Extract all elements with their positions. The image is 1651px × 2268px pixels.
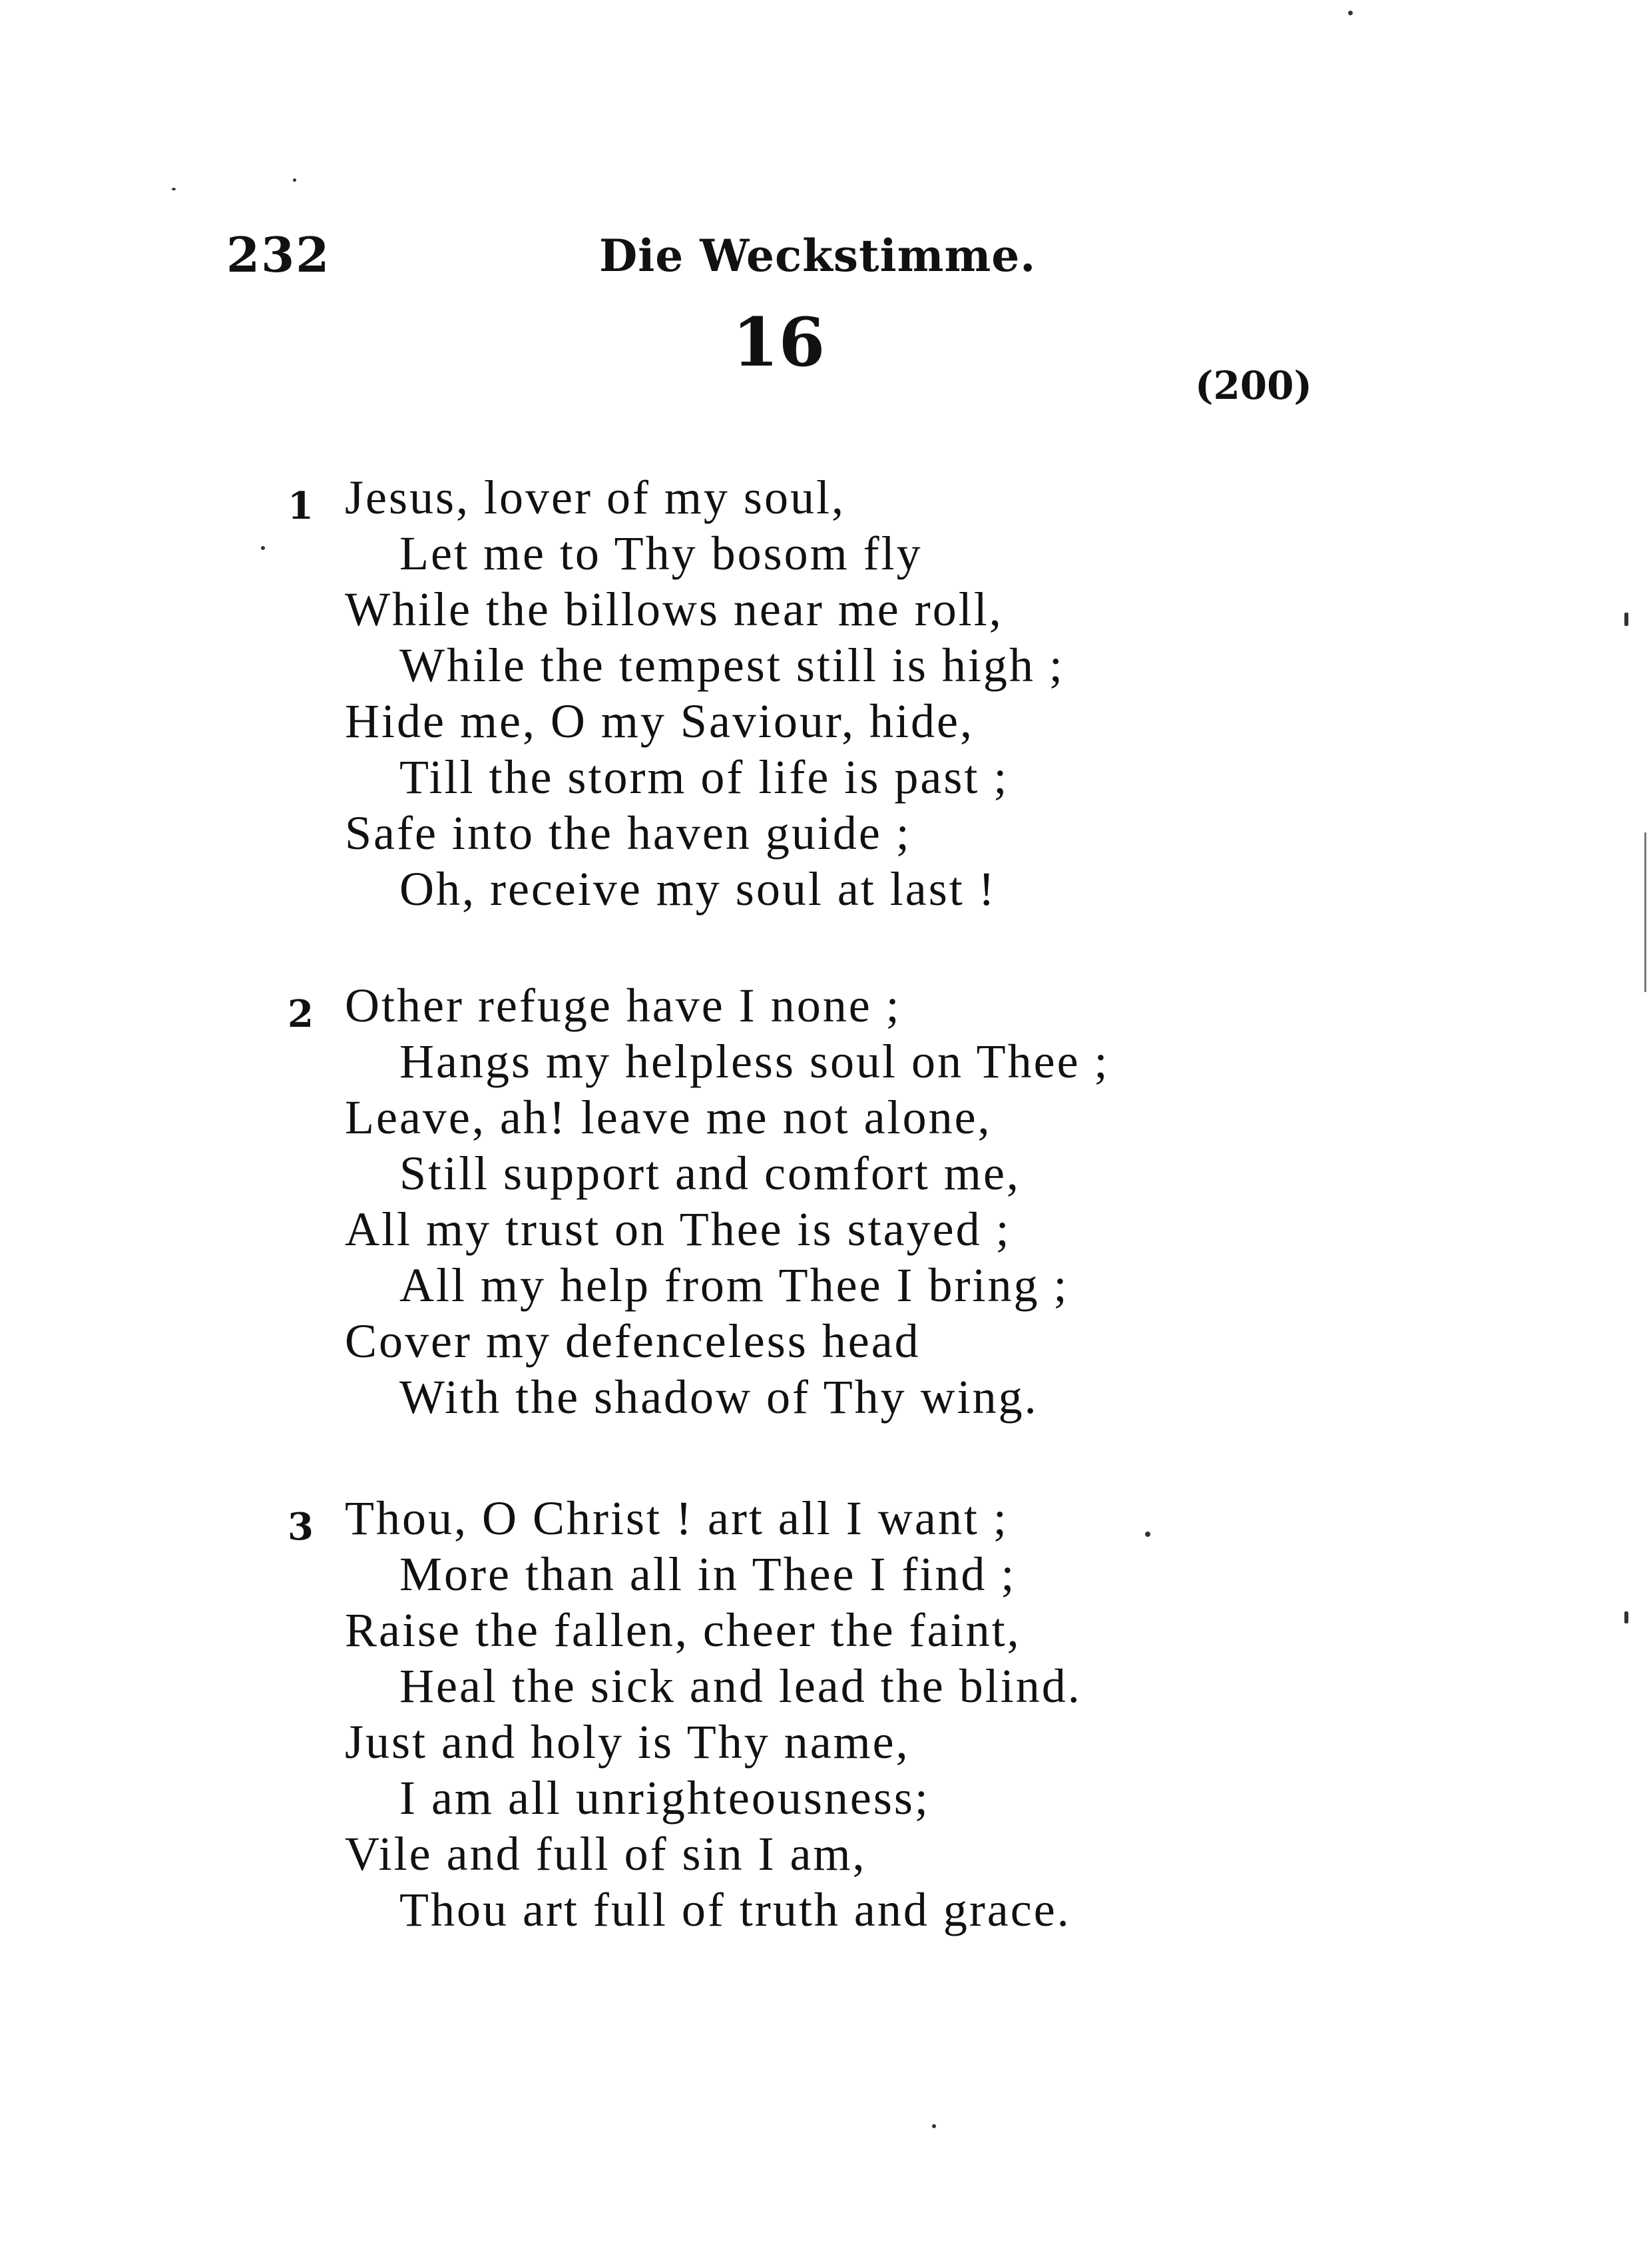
verse-line: All my trust on Thee is stayed ; <box>345 1203 1011 1256</box>
verse-line: More than all in Thee I find ; <box>399 1548 1017 1601</box>
verse-line: All my help from Thee I bring ; <box>399 1259 1069 1312</box>
verse-line: Hangs my helpless soul on Thee ; <box>399 1035 1110 1088</box>
verse-line: Cover my defenceless head <box>345 1314 921 1368</box>
stanza-number: 2 <box>288 992 314 1036</box>
verse-line: Just and holy is Thy name, <box>345 1715 910 1769</box>
stanza-number: 1 <box>288 484 314 528</box>
verse-line: Hide me, O my Saviour, hide, <box>345 695 974 748</box>
scan-speck <box>261 546 265 550</box>
scan-speck <box>1624 613 1628 626</box>
page-number: 232 <box>226 226 331 283</box>
verse-line: Heal the sick and lead the blind. <box>399 1659 1082 1713</box>
stanza-number: 3 <box>288 1505 314 1549</box>
scan-speck <box>172 188 176 190</box>
running-head: Die Weckstimme. <box>599 230 1037 282</box>
scan-speck <box>1348 11 1353 15</box>
verse-line: Safe into the haven guide ; <box>345 806 911 860</box>
verse-line: With the shadow of Thy wing. <box>399 1370 1039 1424</box>
verse-line: Let me to Thy bosom fly <box>399 527 923 580</box>
verse-line: Oh, receive my soul at last ! <box>399 862 997 916</box>
scan-speck <box>293 178 296 182</box>
verse-line: Thou art full of truth and grace. <box>399 1883 1071 1936</box>
verse-line: While the tempest still is high ; <box>399 639 1064 692</box>
verse-line: Vile and full of sin I am, <box>345 1827 867 1880</box>
verse-line: Thou, O Christ ! art all I want ; <box>345 1492 1009 1545</box>
scan-speck <box>1624 1611 1628 1623</box>
scan-speck <box>1644 832 1646 992</box>
verse-line: I am all unrighteousness; <box>399 1771 930 1825</box>
verse-line: Other refuge have I none ; <box>345 979 901 1032</box>
hymn-number: 16 <box>732 303 826 382</box>
scan-speck <box>1145 1532 1150 1537</box>
verse-line: Leave, ah! leave me not alone, <box>345 1091 992 1144</box>
verse-line: Still support and comfort me, <box>399 1147 1021 1200</box>
verse-line: Till the storm of life is past ; <box>399 750 1009 804</box>
hymn-reference: (200) <box>1195 363 1312 408</box>
verse-line: Raise the fallen, cheer the faint, <box>345 1603 1021 1657</box>
scan-speck <box>932 2124 936 2128</box>
verse-line: Jesus, lover of my soul, <box>345 471 845 524</box>
verse-line: While the billows near me roll, <box>345 583 1003 636</box>
